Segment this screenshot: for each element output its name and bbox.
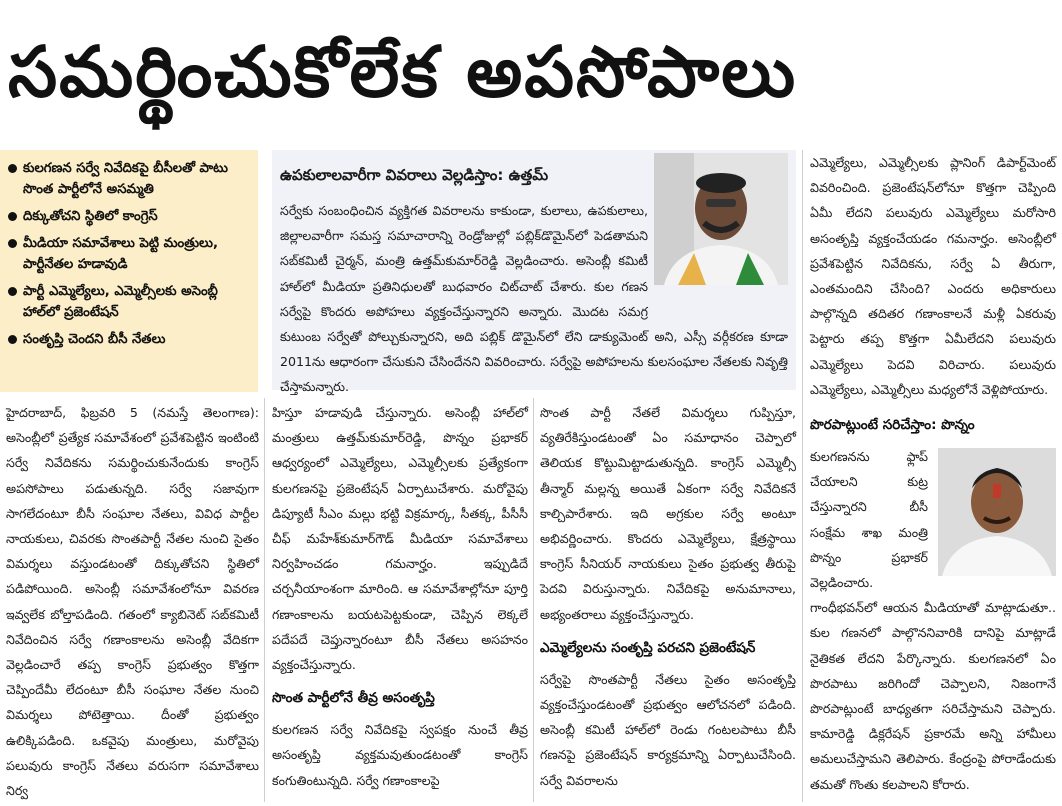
article-column-4: ఎమ్మెల్యేలు, ఎమ్మెల్సీలకు ప్లానింగ్ డిపార్ట్‌మెంట్ వివరించింది. ప్రజెంటేషన్‌లోనూ కొత్తగా చెప్పింది ఏమీ లేదని పలువురు ఎమ్మెల్యేలు మరోసారి అసంతృప్తి వ్యక్తంచేయడం గమనార్హం. అసెంబ్లీలో ప్రవేశపెట్టిన నివేదికను, సర్వే ఏ తీరుగా, ఎంతమందిని చేసింది? ఎందరు అధికారులు పాల్గొన్నది తదితర గణాంకాలనే మళ్లీ ఏకరువు పెట్టారు తప్ప కొత్తగా ఏమీలేదని పలువురు ఎమ్మెల్యేలు పెదవి విరిచారు. పలువురు ఎమ్మెల్యేలు, ఎమ్మెల్సీలు మధ్యలోనే వెళ్లిపోయారు. పొరపాట్లుంటే సరిచేస్తాం: పొన్నం కులగణనను ఫ్లాప్ చేయాలని కుట్ర చేస్తున్నారని బీసీ సంక్షేమ శాఖ మంత్రి పొన్నం ప్రభాకర్ వెల్లడించారు. గాంధీభవన్‌లో ఆయన మీడియాతో మాట్లాడుతూ.. కుల గణనలో పాల్గొననివారికి దానిపై మాట్లాడే నైతికత లేదని పేర్కొన్నారు. కులగణనలో ఏం పొరపాటు జరిగిందో చెప్పాలని, నిజంగానే పొరపాట్లుంటే బాధ్యతగా సరిచేస్తామని చెప్పారు. కామారెడ్డి డిక్లరేషన్ ప్రకారమే అన్ని హామీలు అమలుచేస్తామని తెలిపారు. కేంద్రంపై పోరాడేందుకు తమతో గొంతు కలపాలని కోరారు. [810, 155, 1056, 792]
highlight-item: కులగణన సర్వే నివేదికపై బీసీలతో పాటు సొంత పార్టీలోనే అసమ్మతి [8, 158, 252, 200]
bullet-icon [8, 287, 17, 296]
column-divider [264, 398, 265, 802]
column-divider [802, 150, 803, 802]
highlight-item: దిక్కుతోచని స్థితిలో కాంగ్రెస్ [8, 206, 252, 227]
highlight-item: సంతృప్తి చెందని బీసీ నేతలు [8, 329, 252, 350]
uttam-title: ఉపకులాలవారీగా వివరాలు వెల్లడిస్తాం: ఉత్తమ్ [280, 166, 549, 184]
bullet-icon [8, 335, 17, 344]
highlights-box [0, 150, 258, 392]
bullet-icon [8, 239, 17, 248]
bullet-icon [8, 212, 17, 221]
subheading: సొంత పార్టీలోనే తీవ్ర అసంతృప్తి [272, 690, 435, 707]
article-column-1: హైదరాబాద్, ఫిబ్రవరి 5 (నమస్తే తెలంగాణ): అసెంబ్లీలో ప్రత్యేక సమావేశంలో ప్రవేశపెట్టిన ఇంటింటి సర్వే నివేదికను సమర్థించుకునేందుకు కాంగ్రెస్ అపసోపాలు పడుతున్నది. సర్వే సజావుగా సాగలేదంటూ బీసీ సంఘాల నేతలు, వివిధ పార్టీల నాయకులు, చివరకు సొంతపార్టీ నేతల నుంచి సైతం విమర్శలు వస్తుండటంతో దిక్కుతోచని స్థితిలో పడిపోయింది. అసెంబ్లీ సమావేశంలోనూ వివరణ ఇవ్వలేక బోల్తాపడింది. గతంలో క్యాబినెట్ సబ్‌కమిటీ నివేదించిన సర్వే గణాంకాలను అసెంబ్లీ వేదికగా వెల్లడించారే తప్ప కాంగ్రెస్ ప్రభుత్వం కొత్తగా చెప్పిందేమీ లేదంటూ బీసీ సంఘాల నేతల నుంచి విమర్శలు పోటెత్తాయి. దీంతో ప్రభుత్వం ఉలిక్కిపడింది. ఒకవైపు మంత్రులు, మరోవైపు పలువురు కాంగ్రెస్ నేతలు వరుసగా సమావేశాలు నిర్వ [6, 405, 259, 799]
ponnam-photo [938, 448, 1056, 576]
subheading: ఎమ్మెల్యేలను సంతృప్తి పరచని ప్రజెంటేషన్ [540, 639, 756, 656]
headline: సమర్థించుకోలేక అపసోపాలు [8, 31, 798, 113]
article-column-2: హిస్తూ హడావుడి చేస్తున్నారు. అసెంబ్లీ హాల్‌లో మంత్రులు ఉత్తమ్‌కుమార్‌రెడ్డి, పొన్నం ప్రభాకర్ ఆధ్వర్యంలో ఎమ్మెల్యేలు, ఎమ్మెల్సీలకు ప్రత్యేకంగా కులగణనపై ప్రజెంటేషన్ ఏర్పాటుచేశారు. మరోవైపు డిప్యూటీ సీఎం మల్లు భట్టి విక్రమార్క, సీతక్క, పీసీసీ చీఫ్ మహేశ్‌కుమార్‌గౌడ్ మీడియా సమావేశాలు నిర్వహించడం గమనార్హం. ఇప్పుడిదే చర్చనీయాంశంగా మారింది. ఆ సమావేశాల్లోనూ పూర్తి గణాంకాలను బయటపెట్టకుండా, చెప్పిన లెక్కలే పదేపదే చెప్తున్నారంటూ బీసీ నేతలు అసహనం వ్యక్తంచేస్తున్నారు. సొంత పార్టీలోనే తీవ్ర అసంతృప్తి కులగణన సర్వే నివేదికపై స్వపక్షం నుంచే తీవ్ర అసంతృప్తి వ్యక్తమవుతుండటంతో కాంగ్రెస్ కంగుతింటున్నది. సర్వే గణాంకాలపై [272, 405, 528, 788]
article-column-3: సొంత పార్టీ నేతలే విమర్శలు గుప్పిస్తూ, వ్యతిరేకిస్తుండటంతో ఏం సమాధానం చెప్పాలో తెలియక కొట్టుమిట్టాడుతున్నది. కాంగ్రెస్ ఎమ్మెల్సీ తీన్మార్ మల్లన్న అయితే ఏకంగా సర్వే నివేదికనే కాల్చిపారేశారు. ఇది అగ్రకుల సర్వే అంటూ అభివర్ణించారు. కొందరు ఎమ్మెల్యేలు, క్షేత్రస్థాయి కాంగ్రెస్ సీనియర్ నాయకులు సైతం ప్రభుత్వ తీరుపై పెదవి విరుస్తున్నారు. నివేదికపై అనుమానాలు, అభ్యంతరాలు వ్యక్తంచేస్తున్నారు. ఎమ్మెల్యేలను సంతృప్తి పరచని ప్రజెంటేషన్ సర్వేపై సొంతపార్టీ నేతలు సైతం అసంతృప్తి వ్యక్తంచేస్తుండటంతో ప్రభుత్వం ఆలోచనలో పడింది. అసెంబ్లీ కమిటీ హాల్‌లో రెండు గంటలపాటు బీసీ గణనపై ప్రజెంటేషన్ కార్యక్రమాన్ని ఏర్పాటుచేసింది. సర్వే వివరాలను [540, 405, 796, 788]
highlight-item: పార్టీ ఎమ్మెల్యేలు, ఎమ్మెల్సీలకు అసెంబ్లీ హాల్‌లో ప్రజెంటేషన్ [8, 281, 252, 323]
uttam-photo [654, 153, 788, 285]
highlight-item: మీడియా సమావేశాలు పెట్టి మంత్రులు, పార్టీనేతల హడావుడి [8, 233, 252, 275]
uttam-body: సర్వేకు సంబంధించిన వ్యక్తిగత వివరాలను కాకుండా, కులాలు, ఉపకులాలు, జిల్లాలవారీగా సమస్త సమాచారాన్ని రెండ్రోజుల్లో పబ్లిక్‌డొమైన్‌లో పెడతామని సబ్‌కమిటీ చైర్మన్, మంత్రి ఉత్తమ్‌కుమార్‌రెడ్డి వెల్లడించారు. అసెంబ్లీ కమిటీ హాల్‌లో మీడియా ప్రతినిధులతో బుధవారం చిట్‌చాట్ చేశారు. కుల గణన సర్వేపై కొందరు అపోహలు వ్యక్తంచేస్తున్నారని అన్నారు. మొదట సమగ్ర కుటుంబ సర్వేతో పోల్చుకున్నారని, అది పబ్లిక్ డొమైన్‌లో లేని డాక్యుమెంట్ అని, ఎస్సీ వర్గీకరణ కూడా 2011ను ఆధారంగా చేసుకుని చేసిందేనని వివరించారు. సర్వేపై అపోహలను కులసంఘాల నేతలకు నివృత్తి చేస్తామన్నారు. [280, 203, 788, 395]
column-divider [533, 398, 534, 802]
subheading: పొరపాట్లుంటే సరిచేస్తాం: పొన్నం [810, 417, 975, 434]
bullet-icon [8, 164, 17, 173]
